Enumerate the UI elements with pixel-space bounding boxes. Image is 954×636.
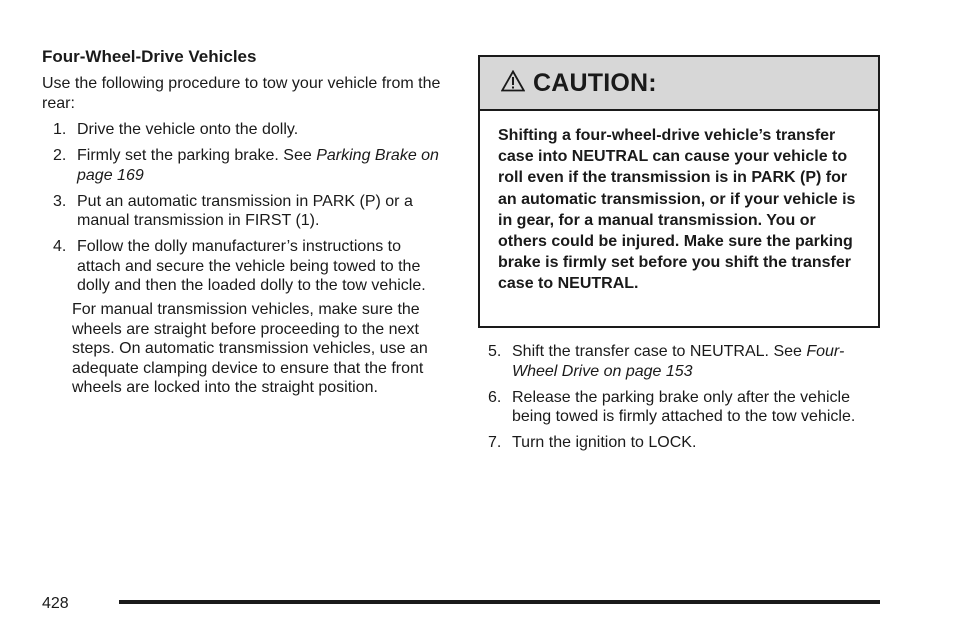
section-heading: Four-Wheel-Drive Vehicles: [42, 47, 257, 66]
steps-list: [42, 120, 447, 296]
step-number: 2.: [53, 147, 67, 164]
step-text: Release the parking brake only after the vehicle being towed is firmly attached to the tow vehicle.: [512, 388, 856, 425]
right-column: [478, 342, 858, 459]
step-text: Put an automatic transmission in PARK (P) or a manual transmission in FIRST (1).: [77, 192, 413, 229]
caution-box: [478, 55, 880, 328]
manual-transmission-note: For manual transmission vehicles, make sure the wheels are straight before proceeding to the next steps. On automatic transmission vehicles, use an adequate clamping device to ensure that the front wheels are locked into the straight position.: [72, 301, 428, 396]
left-column: [42, 46, 447, 398]
step-item: [42, 237, 447, 296]
step-item: [42, 120, 447, 140]
footer-rule: [119, 600, 880, 604]
step-text: Firmly set the parking brake. See: [77, 147, 317, 164]
step-item: [478, 388, 858, 427]
step-text: Follow the dolly manufacturer’s instructions to attach and secure the vehicle being towed to the dolly and then the loaded dolly to the tow vehicle.: [77, 238, 426, 294]
step-text: Shift the transfer case to NEUTRAL. See: [512, 343, 807, 360]
intro-paragraph: Use the following procedure to tow your vehicle from the rear:: [42, 75, 441, 112]
caution-text: Shifting a four-wheel-drive vehicle’s transfer case into NEUTRAL can cause your vehicle to roll even if the transmission is in PARK (P) for an automatic transmission, or if your vehicle is in gear, for a manual transmission. You or others could be injured. Make sure the parking brake is firmly set before you shift the transfer case to NEUTRAL.: [498, 127, 856, 293]
step-number: 5.: [488, 343, 502, 360]
step-number: 3.: [53, 192, 67, 210]
step-item: [478, 342, 858, 381]
step-number: 1.: [53, 121, 67, 138]
step-text: Turn the ignition to LOCK.: [512, 434, 697, 451]
step-item: [42, 192, 447, 231]
warning-triangle-icon: [501, 70, 525, 92]
caution-title: CAUTION:: [533, 68, 657, 97]
step-item: [478, 433, 858, 453]
page-reference: Four-Wheel Drive on page 153: [512, 343, 845, 380]
page-reference: Parking Brake on page 169: [77, 147, 439, 184]
step-number: 7.: [488, 434, 502, 451]
steps-list-continued: [478, 342, 858, 453]
step-item: [42, 146, 447, 185]
caution-header: [480, 57, 878, 111]
page-number: 428: [42, 595, 69, 612]
step-text: Drive the vehicle onto the dolly.: [77, 121, 299, 138]
step-number: 6.: [488, 388, 502, 406]
step-number: 4.: [53, 238, 67, 255]
